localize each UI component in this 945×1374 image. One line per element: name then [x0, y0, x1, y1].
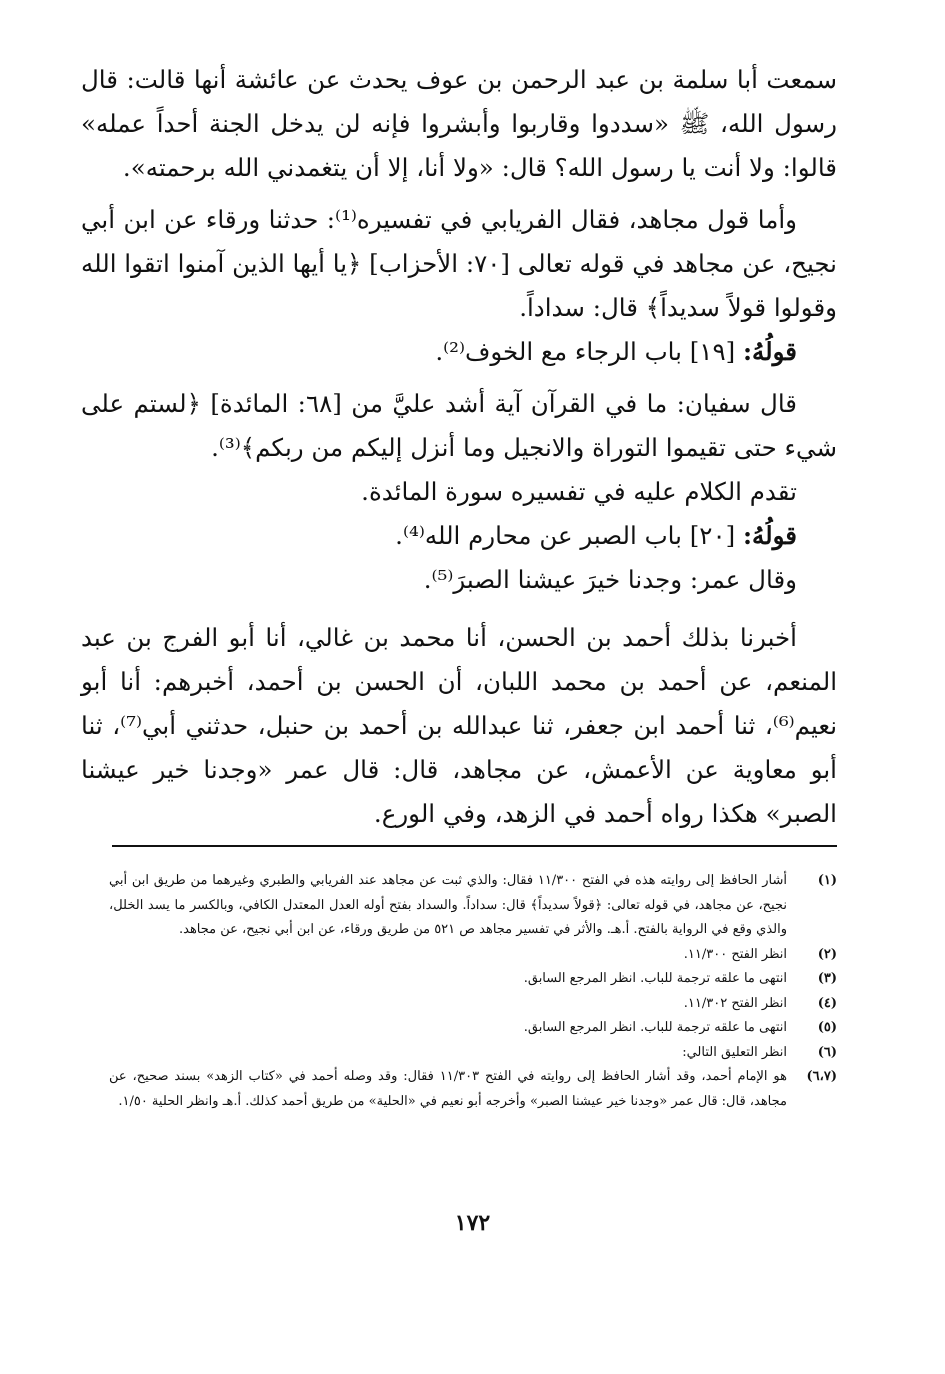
- footnotes: [109, 869, 837, 1114]
- footnote-item: [109, 869, 837, 943]
- paragraph-6: أخبرنا بذلك أحمد بن الحسن، أنا محمد بن غالي، أنا أبو الفرج بن عبد المنعم، عن أحمد بن محمد اللبان، أن الحسن بن أحمد، أخبرهم: أنا أبو نعيم⁽⁶⁾، ثنا أحمد ابن جعفر، ثنا عبدالله بن أحمد بن حنبل، حدثني أبي⁽⁷⁾، ثنا أبو معاوية عن الأعمش، عن مجاهد، قال: قال عمر «وجدنا خير عيشنا الصبر» هكذا رواه أحمد في الزهد، وفي الورع.: [81, 623, 838, 828]
- paragraph-1: سمعت أبا سلمة بن عبد الرحمن بن عوف يحدث عن عائشة أنها قالت: قال رسول الله، ﷺ «سددوا وقاربوا وأبشروا فإنه لن يدخل الجنة أحداً عمله» قالوا: ولا أنت يا رسول الله؟ قال: «ولا أنا، إلا أن يتغمدني الله برحمته».: [81, 65, 837, 182]
- footnote-item: [109, 943, 837, 968]
- footnote-text: انظر الفتح ١١/٣٠٢.: [683, 995, 787, 1011]
- footnote-number: (٣): [817, 971, 837, 986]
- footnote-number: (٥): [817, 1020, 837, 1035]
- footnote-number: (٤): [817, 995, 837, 1011]
- footnote-text: انتهى ما علقه ترجمة للباب. انظر المرجع السابق.: [523, 971, 787, 986]
- paragraph-3: قال سفيان: ما في القرآن آية أشد عليَّ من [٦٨: المائدة] ﴿لستم على شيء حتى تقيموا التوراة والانجيل وما أنزل إليكم من ربكم﴾⁽³⁾.: [81, 389, 837, 462]
- footnote-item: [109, 992, 837, 1017]
- footnote-text: أشار الحافظ إلى روايته هذه في الفتح ١١/٣٠٠ فقال: والذي ثبت عن مجاهد عند الفريابي والطبري وغيرهما من طريق ابن أبي نجيح، عن مجاهد، في قوله تعالى: ﴿قولاً سديداً﴾ قال: سداداً. والسداد بفتح أوله العدل المعتدل الكافي، وبالكسر ما يسد الخلل، والذي وقع في الرواية بالفتح. أ.هـ. والأثر في تفسير مجاهد ص ٥٢١ من طريق ورقاء، عن ابن أبي نجيح، عن مجاهد.: [109, 873, 787, 937]
- footnote-number: (٦،٧): [806, 1069, 837, 1084]
- footnote-text: انظر التعليق التالي:: [682, 1044, 787, 1060]
- footnote-number: (١): [817, 873, 837, 888]
- heading-label: قولُهُ:: [742, 337, 797, 366]
- footnote-number: (٢): [817, 946, 837, 962]
- footnote-item: [109, 1041, 837, 1066]
- chapter-heading-19: [81, 330, 837, 374]
- footnote-item: [109, 1065, 837, 1114]
- heading-text: [١٩] باب الرجاء مع الخوف⁽²⁾.: [435, 337, 736, 366]
- paragraph-5: وقال عمر: وجدنا خيرَ عيشنا الصبرَ⁽⁵⁾.: [423, 565, 797, 594]
- paragraph-4: تقدم الكلام عليه في تفسيره سورة المائدة.: [361, 477, 797, 506]
- main-text: [81, 58, 837, 836]
- heading-text: [٢٠] باب الصبر عن محارم الله⁽⁴⁾.: [395, 521, 736, 550]
- footnote-text: هو الإمام أحمد، وقد أشار الحافظ إلى روايته في الفتح ١١/٣٠٣ فقال: وقد وصله أحمد في «كتاب الزهد» بسند صحيح، عن مجاهد، قال: قال عمر «وجدنا خير عيشنا الصبر» وأخرجه أبو نعيم في «الحلية» من طريق أحمد كذلك. أ.هـ وانظر الحلية ١/٥٠.: [109, 1069, 787, 1109]
- footnote-text: انتهى ما علقه ترجمة للباب. انظر المرجع السابق.: [523, 1020, 787, 1035]
- footnote-separator: [112, 845, 837, 847]
- heading-label: قولُهُ:: [742, 521, 797, 550]
- chapter-heading-20: [81, 514, 837, 558]
- paragraph-2: وأما قول مجاهد، فقال الفريابي في تفسيره⁽¹⁾: حدثنا ورقاء عن ابن أبي نجيح، عن مجاهد في قوله تعالى [٧٠: الأحزاب] ﴿يا أيها الذين آمنوا اتقوا الله وقولوا قولاً سديداً﴾ قال: سداداً.: [81, 205, 837, 322]
- footnote-item: [109, 967, 837, 992]
- footnote-text: انظر الفتح ١١/٣٠٠.: [683, 946, 787, 962]
- footnote-number: (٦): [817, 1044, 837, 1060]
- footnote-item: [109, 1016, 837, 1041]
- page-number: ١٧٢: [454, 1210, 491, 1236]
